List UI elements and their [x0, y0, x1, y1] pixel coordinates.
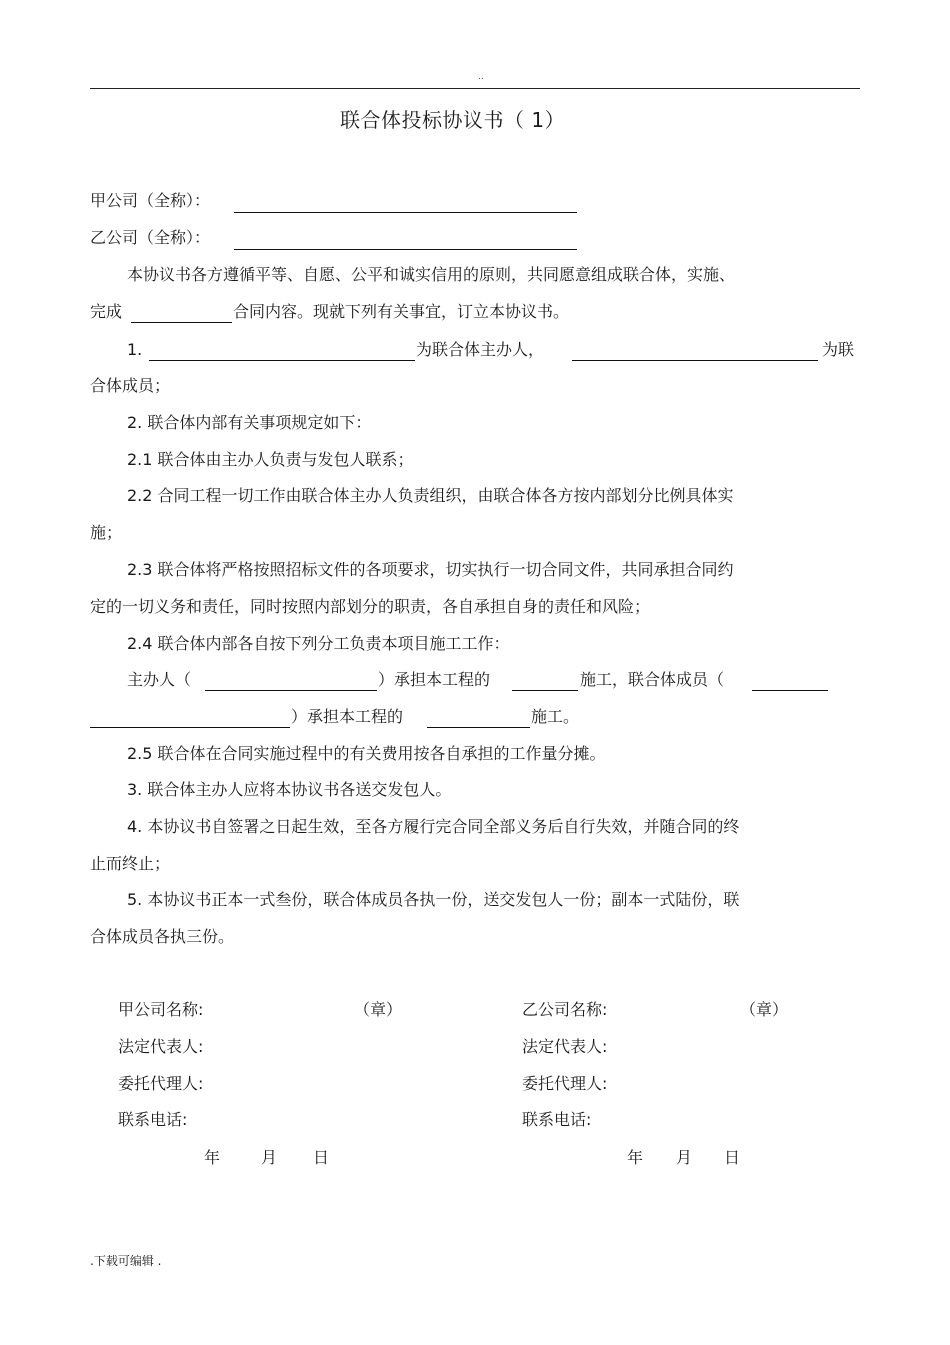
sig-left-agent: 委托代理人: [118, 1074, 204, 1093]
lead-name-blank[interactable] [205, 672, 377, 691]
clause-2-5: 2.5 联合体在合同实施过程中的有关费用按各自承担的工作量分摊。 [127, 744, 606, 763]
clause-3: 3. 联合体主办人应将本协议书各送交发包人。 [127, 780, 452, 799]
sig-left-day: 日 [313, 1148, 330, 1167]
party-a-line [90, 189, 210, 213]
clause-5-line-1: 5. 本协议书正本一式叁份，联合体成员各执一份，送交发包人一份；副本一式陆份，联 [127, 890, 740, 909]
party-b-blank[interactable] [234, 231, 577, 250]
clause-4-line-1: 4. 本协议书自签署之日起生效，至各方履行完合同全部义务后自行失效，并随合同的终 [127, 817, 740, 836]
party-a-blank[interactable] [234, 194, 577, 213]
sig-left-year: 年 [204, 1148, 221, 1167]
intro-line-2 [90, 300, 122, 324]
member-name-blank-a[interactable] [752, 672, 828, 691]
clause-1-end: 为联 [822, 340, 855, 359]
document-title: 联合体投标协议书（ 1） [340, 108, 566, 132]
sig-left-month: 月 [261, 1148, 278, 1167]
sig-right-day: 日 [724, 1148, 741, 1167]
intro-text-a: 完成 [90, 302, 123, 321]
sig-right-company: 乙公司名称: [522, 1000, 608, 1019]
sig-left-phone: 联系电话: [118, 1110, 188, 1129]
clause-2-4-b1: ）承担本工程的 [291, 707, 404, 726]
clause-2-4-b2: 施工。 [531, 707, 580, 726]
header-rule [90, 88, 860, 89]
member-name-blank-b[interactable] [90, 709, 290, 728]
clause-5-line-2: 合体成员各执三份。 [90, 927, 235, 946]
sig-right-month: 月 [676, 1148, 693, 1167]
clause-1-mid: 为联合体主办人， [416, 340, 545, 359]
clause-4-line-2: 止而终止； [90, 854, 171, 873]
sig-right-seal: （章） [740, 1000, 789, 1019]
clause-2-2-line-2: 施； [90, 523, 123, 542]
clause-2-2-line-1: 2.2 合同工程一切工作由联合体主办人负责组织，由联合体各方按内部划分比例具体实 [127, 486, 734, 505]
member-party-blank[interactable] [572, 342, 818, 361]
contract-name-blank[interactable] [131, 304, 232, 323]
sig-left-seal: （章） [354, 1000, 403, 1019]
clause-2-4-a3: 施工，联合体成员（ [580, 670, 725, 689]
clause-2-4-a1: 主办人（ [127, 670, 192, 689]
sig-right-legal-rep: 法定代表人: [522, 1037, 608, 1056]
party-b-label: 乙公司（全称）： [90, 228, 211, 247]
header-mark: .. [478, 72, 484, 82]
intro-line-1: 本协议书各方遵循平等、自愿、公平和诚实信用的原则，共同愿意组成联合体，实施、 [127, 265, 736, 284]
sig-right-agent: 委托代理人: [522, 1074, 608, 1093]
clause-2-3-line-2: 定的一切义务和责任，同时按照内部划分的职责，各自承担自身的责任和风险； [90, 597, 651, 616]
member-scope-blank[interactable] [427, 709, 530, 728]
sig-right-year: 年 [627, 1148, 644, 1167]
sig-right-phone: 联系电话: [522, 1110, 592, 1129]
party-a-label: 甲公司（全称）： [90, 191, 211, 210]
lead-scope-blank[interactable] [512, 672, 578, 691]
clause-1-cont: 合体成员； [90, 376, 171, 395]
clause-2-1: 2.1 联合体由主办人负责与发包人联系； [127, 450, 414, 469]
clause-2-4-a2: ）承担本工程的 [378, 670, 491, 689]
sig-left-company: 甲公司名称: [118, 1000, 204, 1019]
party-b-line [90, 226, 210, 250]
clause-1-num: 1. [127, 340, 143, 359]
clause-2-4-line-1: 2.4 联合体内部各自按下列分工负责本项目施工工作： [127, 634, 510, 653]
intro-text-b: 合同内容。现就下列有关事宜，订立本协议书。 [233, 302, 570, 321]
sig-left-legal-rep: 法定代表人: [118, 1037, 204, 1056]
clause-2-3-line-1: 2.3 联合体将严格按照招标文件的各项要求，切实执行一切合同文件，共同承担合同约 [127, 560, 734, 579]
clause-2: 2. 联合体内部有关事项规定如下： [127, 413, 372, 432]
page-footer: .下载可编辑 . [90, 1254, 162, 1268]
lead-party-blank[interactable] [149, 342, 415, 361]
